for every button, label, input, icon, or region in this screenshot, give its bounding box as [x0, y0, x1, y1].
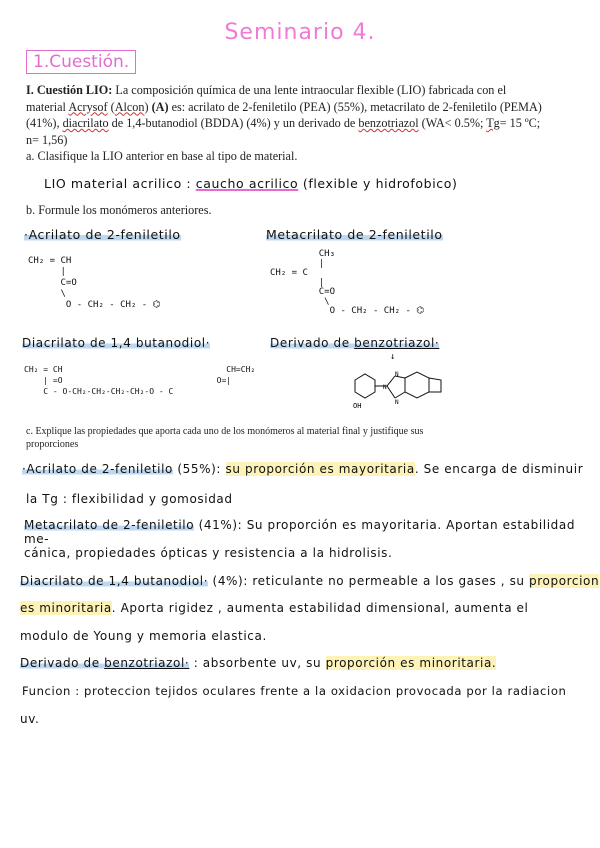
- function-line-2: uv.: [20, 712, 40, 726]
- monomer-3-structure: [24, 364, 255, 397]
- struct-line: C=O: [28, 278, 77, 288]
- answer-c-1: ·Acrilato de 2-feniletilo (55%): su proporción es mayoritaria. Se encarga de disminuir: [22, 462, 584, 476]
- part-a-question: a. Clasifique la LIO anterior en base al tipo de material.: [26, 149, 298, 163]
- svg-text:OH: OH: [353, 402, 362, 410]
- monomer-2-structure: [270, 250, 424, 317]
- struct-line: |: [270, 258, 325, 269]
- struct-line: C - O-CH₂-CH₂-CH₂-CH₂-O - C: [24, 387, 174, 396]
- struct-line: CH₂ = CH: [28, 256, 72, 266]
- struct-line: CH₂ = C: [270, 268, 308, 278]
- answer-c-1-line2: la Tg : flexibilidad y gomosidad: [26, 492, 233, 506]
- question-heading-box: 1.Cuestión.: [26, 50, 136, 74]
- struct-line: O - CH₂ - CH₂ - ⌬: [28, 300, 161, 310]
- struct-line: O - CH₂ - CH₂ - ⌬: [270, 306, 425, 316]
- monomer-3-name: Diacrilato de 1,4 butanodiol·: [22, 336, 211, 350]
- answer-c-3-line2: es minoritaria. Aporta rigidez , aumenta estabilidad dimensional, aumenta el: [20, 601, 529, 615]
- answer-a: LIO material acrilico : caucho acrilico (flexible y hidrofobico): [44, 176, 458, 191]
- answer-c-3-line3: modulo de Young y memoria elastica.: [20, 629, 267, 643]
- struct-line: \: [28, 289, 66, 299]
- benzotriazole-structure: [345, 368, 445, 412]
- part-c-question: c. Explique las propiedades que aporta cada uno de los monómeros al material final y justifique sus proporciones: [26, 426, 424, 450]
- svg-text:N: N: [383, 384, 387, 391]
- struct-line: C=O: [270, 287, 336, 297]
- intro-label: I. Cuestión LIO:: [26, 83, 113, 97]
- question-intro: I. Cuestión LIO: La composición química de una lente intraocular flexible (LIO) fabricada con el material Acrysof (Alcon) (A) es: acrilato de 2-feniletilo (PEA) (55%), metacrilato de 2-feniletilo (PEMA) (41%), diacrilato de 1,4-butanodiol (BDDA) (4%) y un derivado de benzotriazol (WA< 0.5%; Tg= 15 ºC; n= 1,56): [26, 83, 542, 147]
- monomer-1-structure: [28, 256, 160, 311]
- answer-c-2: Metacrilato de 2-feniletilo (41%): Su proporción es mayoritaria. Aportan estabilidad me-: [24, 518, 576, 546]
- struct-line: |: [28, 267, 66, 277]
- page-title: Seminario 4.: [224, 20, 376, 45]
- svg-text:N: N: [395, 371, 399, 378]
- monomer-1-name: ·Acrilato de 2-feniletilo: [24, 227, 181, 242]
- part-b-question: b. Formule los monómeros anteriores.: [26, 203, 212, 217]
- function-line-1: Funcion : proteccion tejidos oculares frente a la oxidacion provocada por la radiacion: [22, 684, 567, 698]
- struct-line: CH₂ = CH CH=CH₂: [24, 365, 256, 374]
- monomer-4-arrow: ↓: [390, 352, 396, 362]
- answer-c-2-line2: cánica, propiedades ópticas y resistencia a la hidrolisis.: [24, 546, 393, 560]
- answer-c-3: Diacrilato de 1,4 butanodiol· (4%): reticulante no permeable a los gases , su proporcion: [20, 574, 600, 588]
- struct-line: | =O O=|: [24, 376, 232, 385]
- struct-line: |: [270, 277, 325, 288]
- monomer-2-name: Metacrilato de 2-feniletilo: [266, 227, 443, 242]
- svg-text:N: N: [395, 399, 399, 406]
- answer-c-4: Derivado de benzotriazol· : absorbente uv, su proporción es minoritaria.: [20, 656, 497, 670]
- monomer-4-name: Derivado de benzotriazol·: [270, 336, 440, 350]
- struct-line: CH₃: [270, 249, 336, 259]
- struct-line: \: [270, 296, 330, 307]
